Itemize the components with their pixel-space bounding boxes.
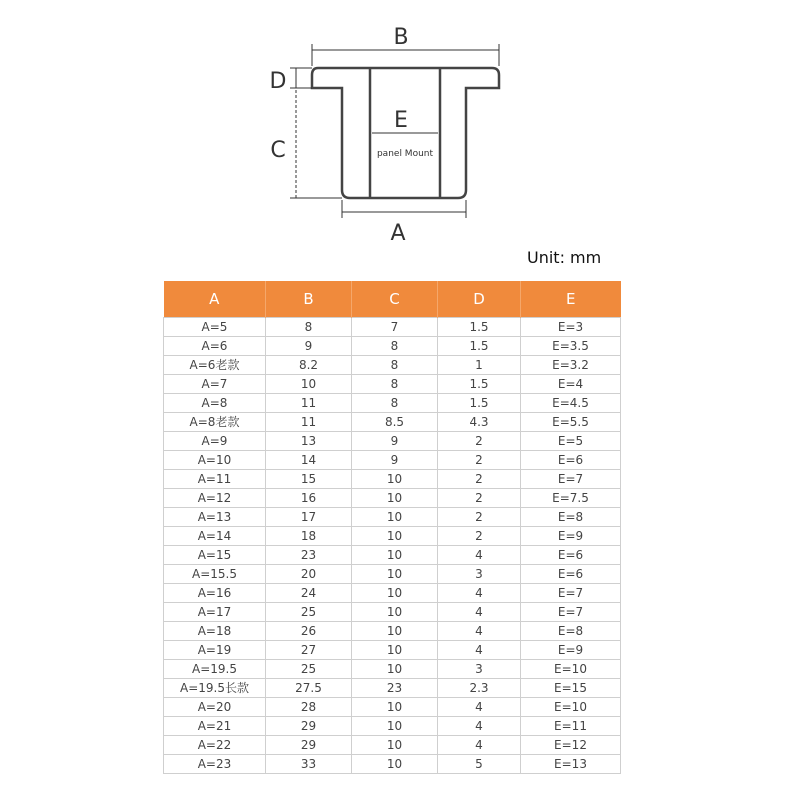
cell-a: A=8老款 bbox=[164, 413, 266, 432]
cell-e: E=9 bbox=[521, 527, 621, 546]
cell-b: 18 bbox=[266, 527, 352, 546]
cell-b: 17 bbox=[266, 508, 352, 527]
label-a: A bbox=[390, 221, 406, 246]
label-b: B bbox=[393, 25, 409, 50]
cell-d: 4 bbox=[438, 717, 521, 736]
cell-d: 2 bbox=[438, 489, 521, 508]
cell-c: 10 bbox=[352, 622, 438, 641]
header-d: D bbox=[438, 281, 521, 318]
panel-mount-caption: panel Mount bbox=[376, 149, 434, 159]
cell-d: 4 bbox=[438, 622, 521, 641]
cell-d: 3 bbox=[438, 565, 521, 584]
cell-c: 8.5 bbox=[352, 413, 438, 432]
cell-a: A=15 bbox=[164, 546, 266, 565]
cell-a: A=7 bbox=[164, 375, 266, 394]
cell-a: A=8 bbox=[164, 394, 266, 413]
cell-c: 10 bbox=[352, 489, 438, 508]
cell-e: E=4 bbox=[521, 375, 621, 394]
cell-e: E=6 bbox=[521, 546, 621, 565]
cell-d: 4 bbox=[438, 546, 521, 565]
cell-b: 20 bbox=[266, 565, 352, 584]
cell-e: E=10 bbox=[521, 660, 621, 679]
cell-c: 10 bbox=[352, 527, 438, 546]
cell-c: 8 bbox=[352, 375, 438, 394]
cell-d: 2 bbox=[438, 470, 521, 489]
cell-c: 9 bbox=[352, 451, 438, 470]
cell-d: 1 bbox=[438, 356, 521, 375]
cell-b: 24 bbox=[266, 584, 352, 603]
cell-c: 8 bbox=[352, 337, 438, 356]
cell-b: 25 bbox=[266, 660, 352, 679]
table-row bbox=[164, 318, 621, 337]
table-row bbox=[164, 489, 621, 508]
cell-d: 4 bbox=[438, 698, 521, 717]
cell-c: 10 bbox=[352, 717, 438, 736]
table-row bbox=[164, 660, 621, 679]
cell-c: 10 bbox=[352, 470, 438, 489]
cell-a: A=19.5 bbox=[164, 660, 266, 679]
cell-d: 3 bbox=[438, 660, 521, 679]
cell-a: A=22 bbox=[164, 736, 266, 755]
table-row bbox=[164, 375, 621, 394]
cell-c: 10 bbox=[352, 508, 438, 527]
cell-a: A=6 bbox=[164, 337, 266, 356]
cell-a: A=21 bbox=[164, 717, 266, 736]
cell-e: E=7 bbox=[521, 470, 621, 489]
cell-b: 14 bbox=[266, 451, 352, 470]
size-specification-table bbox=[163, 281, 621, 774]
cell-b: 33 bbox=[266, 755, 352, 774]
table-row bbox=[164, 394, 621, 413]
cell-e: E=7.5 bbox=[521, 489, 621, 508]
cell-e: E=3.5 bbox=[521, 337, 621, 356]
table-row bbox=[164, 603, 621, 622]
header-c: C bbox=[352, 281, 438, 318]
cell-d: 4 bbox=[438, 584, 521, 603]
cell-d: 4 bbox=[438, 736, 521, 755]
cell-b: 25 bbox=[266, 603, 352, 622]
cell-d: 1.5 bbox=[438, 394, 521, 413]
cell-b: 26 bbox=[266, 622, 352, 641]
table-row bbox=[164, 736, 621, 755]
table-header-row bbox=[164, 281, 621, 318]
table-row bbox=[164, 622, 621, 641]
cell-a: A=12 bbox=[164, 489, 266, 508]
cell-d: 4.3 bbox=[438, 413, 521, 432]
cell-a: A=23 bbox=[164, 755, 266, 774]
cell-c: 7 bbox=[352, 318, 438, 337]
label-d: D bbox=[269, 69, 287, 94]
cell-b: 29 bbox=[266, 717, 352, 736]
cell-e: E=11 bbox=[521, 717, 621, 736]
cell-d: 1.5 bbox=[438, 337, 521, 356]
cell-c: 10 bbox=[352, 546, 438, 565]
table-row bbox=[164, 337, 621, 356]
cell-d: 1.5 bbox=[438, 375, 521, 394]
cell-a: A=10 bbox=[164, 451, 266, 470]
cell-b: 29 bbox=[266, 736, 352, 755]
unit-label: Unit: mm bbox=[527, 248, 602, 267]
cell-a: A=18 bbox=[164, 622, 266, 641]
cell-b: 9 bbox=[266, 337, 352, 356]
table-row bbox=[164, 413, 621, 432]
table-row bbox=[164, 527, 621, 546]
cell-b: 27.5 bbox=[266, 679, 352, 698]
cell-b: 11 bbox=[266, 394, 352, 413]
table-row bbox=[164, 508, 621, 527]
cell-c: 10 bbox=[352, 736, 438, 755]
cell-b: 10 bbox=[266, 375, 352, 394]
table-row bbox=[164, 356, 621, 375]
cell-c: 10 bbox=[352, 603, 438, 622]
table-row bbox=[164, 717, 621, 736]
table-row bbox=[164, 451, 621, 470]
table-body bbox=[164, 318, 621, 774]
cell-c: 10 bbox=[352, 698, 438, 717]
cell-a: A=9 bbox=[164, 432, 266, 451]
header-b: B bbox=[266, 281, 352, 318]
cell-d: 2 bbox=[438, 508, 521, 527]
cell-e: E=3 bbox=[521, 318, 621, 337]
cell-e: E=12 bbox=[521, 736, 621, 755]
cell-c: 10 bbox=[352, 755, 438, 774]
cell-e: E=7 bbox=[521, 584, 621, 603]
cell-e: E=4.5 bbox=[521, 394, 621, 413]
cell-d: 2.3 bbox=[438, 679, 521, 698]
cell-b: 8 bbox=[266, 318, 352, 337]
cell-b: 23 bbox=[266, 546, 352, 565]
cell-d: 4 bbox=[438, 603, 521, 622]
label-e: E bbox=[394, 108, 408, 133]
cell-c: 10 bbox=[352, 565, 438, 584]
cell-a: A=17 bbox=[164, 603, 266, 622]
table-row bbox=[164, 584, 621, 603]
table-row bbox=[164, 565, 621, 584]
cell-b: 28 bbox=[266, 698, 352, 717]
cell-d: 4 bbox=[438, 641, 521, 660]
cell-b: 16 bbox=[266, 489, 352, 508]
label-c: C bbox=[270, 138, 286, 163]
cell-a: A=16 bbox=[164, 584, 266, 603]
cell-e: E=6 bbox=[521, 451, 621, 470]
cell-c: 10 bbox=[352, 584, 438, 603]
cell-e: E=5 bbox=[521, 432, 621, 451]
table-row bbox=[164, 755, 621, 774]
cell-b: 15 bbox=[266, 470, 352, 489]
cell-e: E=13 bbox=[521, 755, 621, 774]
cell-b: 11 bbox=[266, 413, 352, 432]
cell-a: A=5 bbox=[164, 318, 266, 337]
table-row bbox=[164, 432, 621, 451]
cell-d: 1.5 bbox=[438, 318, 521, 337]
cell-d: 2 bbox=[438, 451, 521, 470]
cell-e: E=8 bbox=[521, 622, 621, 641]
cell-c: 10 bbox=[352, 660, 438, 679]
cell-d: 2 bbox=[438, 527, 521, 546]
table-row bbox=[164, 641, 621, 660]
cell-c: 10 bbox=[352, 641, 438, 660]
cell-e: E=8 bbox=[521, 508, 621, 527]
cell-a: A=11 bbox=[164, 470, 266, 489]
cell-e: E=6 bbox=[521, 565, 621, 584]
cell-a: A=20 bbox=[164, 698, 266, 717]
cell-e: E=5.5 bbox=[521, 413, 621, 432]
cell-b: 13 bbox=[266, 432, 352, 451]
cell-a: A=15.5 bbox=[164, 565, 266, 584]
cell-e: E=7 bbox=[521, 603, 621, 622]
cell-d: 5 bbox=[438, 755, 521, 774]
header-e: E bbox=[521, 281, 621, 318]
cell-b: 8.2 bbox=[266, 356, 352, 375]
cell-e: E=3.2 bbox=[521, 356, 621, 375]
cell-a: A=19.5长款 bbox=[164, 679, 266, 698]
cell-a: A=19 bbox=[164, 641, 266, 660]
cell-e: E=10 bbox=[521, 698, 621, 717]
table-row bbox=[164, 470, 621, 489]
cell-e: E=9 bbox=[521, 641, 621, 660]
grommet-dimension-diagram bbox=[0, 0, 800, 250]
cell-c: 9 bbox=[352, 432, 438, 451]
cell-c: 8 bbox=[352, 356, 438, 375]
cell-c: 23 bbox=[352, 679, 438, 698]
cell-b: 27 bbox=[266, 641, 352, 660]
cell-a: A=13 bbox=[164, 508, 266, 527]
header-a: A bbox=[164, 281, 266, 318]
table-row bbox=[164, 679, 621, 698]
cell-a: A=14 bbox=[164, 527, 266, 546]
cell-d: 2 bbox=[438, 432, 521, 451]
table-row bbox=[164, 698, 621, 717]
cell-c: 8 bbox=[352, 394, 438, 413]
cell-e: E=15 bbox=[521, 679, 621, 698]
cell-a: A=6老款 bbox=[164, 356, 266, 375]
table-row bbox=[164, 546, 621, 565]
